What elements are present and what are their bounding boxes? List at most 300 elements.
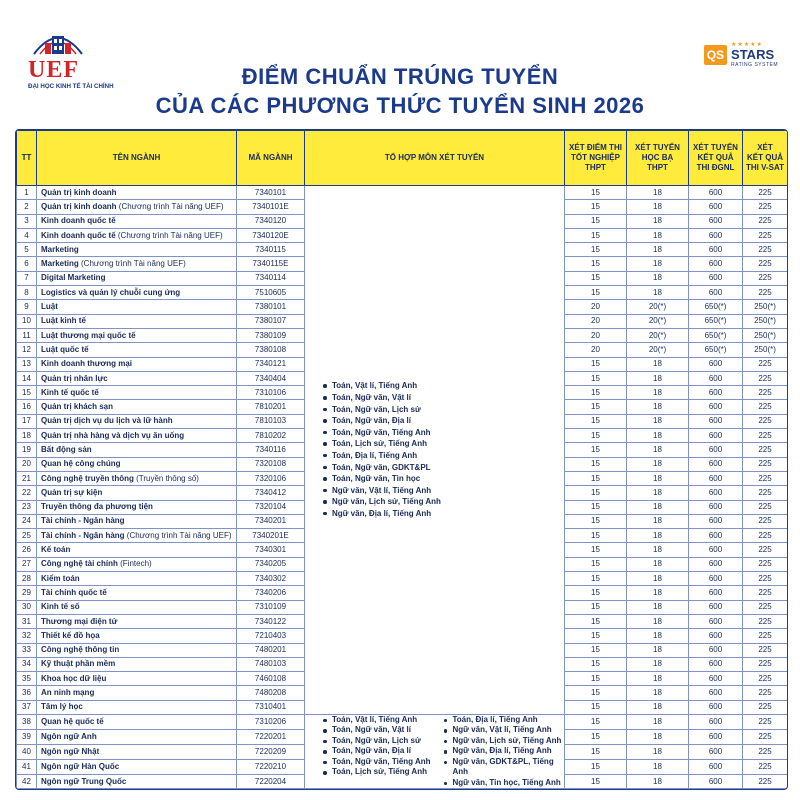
row-score-vsat: 225 [743,629,788,643]
row-score-vsat: 225 [743,414,788,428]
combo-item: Toán, Vật lí, Tiếng Anh [323,380,564,392]
row-name [37,243,237,257]
row-code: 7310401 [237,700,305,714]
major-name: Kinh tế quốc tế [41,387,99,397]
combo-list [323,380,564,519]
header-dgnl [689,131,743,186]
row-code: 7380108 [237,343,305,357]
row-score-dgnl: 600 [689,371,743,385]
row-code: 7480208 [237,686,305,700]
major-name: Marketing [41,259,79,269]
row-score-hocba: 18 [627,500,689,514]
header-vsat-line1: XÉT [757,143,773,152]
row-score-dgnl: 600 [689,729,743,744]
row-tt: 10 [17,314,37,328]
row-code: 7310109 [237,600,305,614]
row-score-thpt: 20 [565,314,627,328]
row-code: 7340101E [237,200,305,214]
row-score-vsat: 225 [743,386,788,400]
qs-stars-label: STARS [731,47,775,62]
row-score-vsat: 225 [743,744,788,759]
combo-item: Toán, Lịch sử, Tiếng Anh [323,767,444,778]
major-name: Tâm lý học [41,702,83,712]
row-name [37,643,237,657]
row-score-hocba: 18 [627,643,689,657]
row-tt: 6 [17,257,37,271]
row-name [37,629,237,643]
row-score-hocba: 18 [627,257,689,271]
row-score-thpt: 15 [565,586,627,600]
row-score-hocba: 18 [627,429,689,443]
row-tt: 39 [17,729,37,744]
row-score-dgnl: 600 [689,500,743,514]
row-score-vsat: 225 [743,500,788,514]
row-score-hocba: 18 [627,759,689,774]
combo-item: Toán, Ngữ văn, Lịch sử [323,736,444,747]
row-score-dgnl: 600 [689,714,743,729]
row-score-thpt: 15 [565,714,627,729]
row-score-vsat: 225 [743,471,788,485]
row-tt: 36 [17,686,37,700]
row-code: 7340114 [237,271,305,285]
qs-rating-label: RATING SYSTEM [731,62,778,68]
major-name: Luật [41,302,58,312]
row-score-hocba: 18 [627,471,689,485]
row-score-hocba: 18 [627,714,689,729]
row-tt: 22 [17,486,37,500]
header-name: TÊN NGÀNH [37,131,237,186]
row-score-hocba: 18 [627,271,689,285]
major-name: Tài chính - Ngân hàng [41,530,125,540]
row-score-thpt: 15 [565,629,627,643]
major-note: (Chương trình Tài năng UEF) [115,230,223,240]
table-row [17,714,788,729]
row-tt: 4 [17,228,37,242]
row-tt: 30 [17,600,37,614]
title-line-2: CỦA CÁC PHƯƠNG THỨC TUYỂN SINH 2026 [155,93,645,118]
row-code: 7210403 [237,629,305,643]
row-code: 7340201E [237,529,305,543]
combo-item: Ngữ văn, GDKT&PL, Tiếng Anh [444,757,565,778]
row-name [37,529,237,543]
combo-item: Ngữ văn, Vật lí, Tiếng Anh [323,485,564,497]
row-score-thpt: 15 [565,759,627,774]
row-score-thpt: 15 [565,614,627,628]
row-tt: 28 [17,572,37,586]
row-tt: 37 [17,700,37,714]
major-name: An ninh mạng [41,688,95,698]
major-name: Khoa học dữ liệu [41,673,107,683]
row-score-dgnl: 600 [689,186,743,200]
row-name [37,314,237,328]
major-name: Công nghệ truyền thông [41,473,134,483]
row-score-dgnl: 600 [689,200,743,214]
row-score-hocba: 20(*) [627,343,689,357]
row-score-dgnl: 650(*) [689,314,743,328]
row-score-thpt: 15 [565,414,627,428]
row-score-vsat: 225 [743,672,788,686]
combo-item: Ngữ văn, Địa lí, Tiếng Anh [444,746,565,757]
row-name [37,429,237,443]
row-code: 7340120 [237,214,305,228]
row-code: 7810202 [237,429,305,443]
combo-item: Ngữ văn, Vật lí, Tiếng Anh [444,725,565,736]
row-score-dgnl: 600 [689,629,743,643]
row-score-thpt: 15 [565,672,627,686]
row-name [37,500,237,514]
row-score-hocba: 18 [627,614,689,628]
combo-item: Toán, Địa lí, Tiếng Anh [444,715,565,726]
row-score-vsat: 225 [743,357,788,371]
major-name: Quản trị sự kiện [41,487,103,497]
row-code: 7340121 [237,357,305,371]
row-code: 7340201 [237,514,305,528]
row-name [37,614,237,628]
row-code: 7320106 [237,471,305,485]
row-score-vsat: 225 [743,774,788,789]
row-name [37,400,237,414]
row-tt: 34 [17,657,37,671]
row-name [37,386,237,400]
row-score-dgnl: 600 [689,759,743,774]
major-name: Quản trị khách sạn [41,402,114,412]
row-tt: 20 [17,457,37,471]
row-score-hocba: 18 [627,186,689,200]
combo-item: Toán, Ngữ văn, Địa lí [323,415,564,427]
major-name: Quản trị nhà hàng và dịch vụ ăn uống [41,430,185,440]
row-score-dgnl: 600 [689,514,743,528]
header-vsat-line3: THI V-SAT [745,163,785,172]
row-score-vsat: 225 [743,643,788,657]
row-score-hocba: 18 [627,686,689,700]
row-tt: 24 [17,514,37,528]
row-score-thpt: 15 [565,700,627,714]
row-tt: 1 [17,186,37,200]
row-score-dgnl: 600 [689,586,743,600]
row-tt: 23 [17,500,37,514]
row-score-dgnl: 600 [689,429,743,443]
row-score-dgnl: 600 [689,471,743,485]
row-name [37,700,237,714]
major-name: Kỹ thuật phần mềm [41,659,116,669]
header-dgnl-line2: KẾT QUẢ [697,153,734,162]
combo-item: Ngữ văn, Lịch sử, Tiếng Anh [444,736,565,747]
row-score-thpt: 15 [565,600,627,614]
row-tt: 2 [17,200,37,214]
row-tt: 31 [17,614,37,628]
row-score-hocba: 18 [627,729,689,744]
row-name [37,543,237,557]
row-code: 7320108 [237,457,305,471]
major-note: (Chương trình Tài năng UEF) [78,259,186,269]
major-name: Digital Marketing [41,273,106,283]
row-code: 7340206 [237,586,305,600]
row-score-thpt: 15 [565,643,627,657]
major-name: Kiểm toán [41,573,80,583]
row-score-vsat: 225 [743,514,788,528]
page-title [0,62,800,120]
row-tt: 8 [17,286,37,300]
row-name [37,600,237,614]
row-score-dgnl: 600 [689,243,743,257]
row-code: 7340302 [237,572,305,586]
row-tt: 40 [17,744,37,759]
row-tt: 5 [17,243,37,257]
row-score-dgnl: 600 [689,386,743,400]
row-score-hocba: 18 [627,774,689,789]
row-name [37,457,237,471]
combo-item: Toán, Lịch sử, Tiếng Anh [323,438,564,450]
row-score-thpt: 15 [565,243,627,257]
row-score-dgnl: 600 [689,657,743,671]
row-score-vsat: 225 [743,759,788,774]
row-score-dgnl: 600 [689,572,743,586]
row-name [37,414,237,428]
row-score-thpt: 15 [565,774,627,789]
header-thpt-line2: TỐT NGHIỆP [571,153,620,162]
row-score-thpt: 15 [565,557,627,571]
combo-list [444,715,565,789]
row-code: 7380109 [237,328,305,342]
stars-rating-icon: ★★★★★ [731,42,763,48]
logo-subtitle: ĐẠI HỌC KINH TẾ TÀI CHÍNH [28,83,114,90]
row-score-dgnl: 600 [689,700,743,714]
row-name [37,774,237,789]
row-code: 7340116 [237,443,305,457]
row-name [37,443,237,457]
row-name [37,328,237,342]
header-dgnl-line1: XÉT TUYỂN [693,143,738,152]
row-code: 7340301 [237,543,305,557]
row-score-vsat: 225 [743,700,788,714]
row-score-hocba: 18 [627,286,689,300]
row-score-dgnl: 600 [689,400,743,414]
row-score-thpt: 15 [565,214,627,228]
row-score-dgnl: 650(*) [689,328,743,342]
row-score-vsat: 250(*) [743,300,788,314]
row-score-hocba: 18 [627,700,689,714]
row-name [37,200,237,214]
major-name: Quản trị nhân lực [41,373,108,383]
row-score-hocba: 18 [627,657,689,671]
major-name: Ngôn ngữ Hàn Quốc [41,761,120,771]
row-score-vsat: 225 [743,543,788,557]
row-tt: 14 [17,371,37,385]
row-tt: 12 [17,343,37,357]
row-score-hocba: 18 [627,744,689,759]
major-name: Kế toán [41,545,71,555]
row-score-dgnl: 600 [689,271,743,285]
row-tt: 33 [17,643,37,657]
row-name [37,271,237,285]
major-name: Logistics và quản lý chuỗi cung ứng [41,287,181,297]
row-score-dgnl: 600 [689,357,743,371]
row-score-hocba: 18 [627,486,689,500]
row-score-thpt: 15 [565,371,627,385]
row-score-hocba: 20(*) [627,328,689,342]
row-score-vsat: 225 [743,686,788,700]
row-code: 7220201 [237,729,305,744]
row-score-thpt: 15 [565,543,627,557]
major-note: (Chương trình Tài năng UEF) [124,530,232,540]
row-name [37,186,237,200]
row-score-vsat: 225 [743,186,788,200]
row-score-thpt: 15 [565,572,627,586]
row-name [37,557,237,571]
header-hocba-line3: THPT [647,163,668,172]
header-hocba [627,131,689,186]
row-tt: 42 [17,774,37,789]
major-name: Kinh doanh quốc tế [41,230,116,240]
row-score-dgnl: 600 [689,557,743,571]
major-name: Truyền thông đa phương tiện [41,502,153,512]
major-note: (Truyền thông số) [133,473,199,483]
row-score-dgnl: 600 [689,774,743,789]
row-score-hocba: 18 [627,572,689,586]
row-score-thpt: 15 [565,500,627,514]
row-score-dgnl: 600 [689,614,743,628]
row-name [37,471,237,485]
major-note: (Fintech) [117,559,152,569]
major-name: Quản trị kinh doanh [41,201,117,211]
row-score-dgnl: 600 [689,443,743,457]
combo-item: Toán, Ngữ văn, Địa lí [323,746,444,757]
header-tt: TT [17,131,37,186]
row-tt: 41 [17,759,37,774]
row-score-vsat: 225 [743,400,788,414]
row-score-vsat: 225 [743,614,788,628]
row-name [37,214,237,228]
combo-item: Ngữ văn, Lịch sử, Tiếng Anh [323,496,564,508]
row-score-vsat: 225 [743,529,788,543]
row-code: 7340412 [237,486,305,500]
row-score-vsat: 225 [743,429,788,443]
row-tt: 11 [17,328,37,342]
row-score-dgnl: 600 [689,543,743,557]
row-score-dgnl: 650(*) [689,343,743,357]
row-name [37,744,237,759]
row-score-hocba: 20(*) [627,314,689,328]
row-name [37,286,237,300]
row-score-hocba: 18 [627,357,689,371]
row-score-thpt: 15 [565,400,627,414]
major-name: Quản trị dịch vụ du lịch và lữ hành [41,416,173,426]
row-code: 7320104 [237,500,305,514]
row-score-hocba: 18 [627,529,689,543]
row-score-thpt: 15 [565,744,627,759]
row-score-vsat: 250(*) [743,314,788,328]
combo-item: Ngữ văn, Địa lí, Tiếng Anh [323,508,564,520]
row-code: 7380101 [237,300,305,314]
major-name: Quan hệ quốc tế [41,716,104,726]
row-score-dgnl: 600 [689,457,743,471]
row-score-vsat: 250(*) [743,328,788,342]
row-name [37,714,237,729]
row-score-hocba: 18 [627,243,689,257]
row-code: 7380107 [237,314,305,328]
major-name: Công nghệ tài chính [41,559,118,569]
row-tt: 7 [17,271,37,285]
row-score-dgnl: 600 [689,744,743,759]
row-score-dgnl: 600 [689,257,743,271]
row-score-dgnl: 600 [689,529,743,543]
row-score-dgnl: 600 [689,286,743,300]
major-name: Luật thương mại quốc tế [41,330,136,340]
row-tt: 27 [17,557,37,571]
row-code: 7480103 [237,657,305,671]
row-score-vsat: 250(*) [743,343,788,357]
row-score-hocba: 20(*) [627,300,689,314]
combo-item: Toán, Địa lí, Tiếng Anh [323,450,564,462]
row-score-dgnl: 600 [689,228,743,242]
combo-item: Toán, Ngữ văn, Tin học [323,473,564,485]
row-name [37,357,237,371]
row-score-thpt: 15 [565,429,627,443]
major-name: Thiết kế đồ họa [41,630,100,640]
row-score-dgnl: 650(*) [689,300,743,314]
row-name [37,486,237,500]
row-score-vsat: 225 [743,371,788,385]
major-note: (Chương trình Tài năng UEF) [116,201,224,211]
major-name: Tài chính - Ngân hàng [41,516,125,526]
major-name: Ngôn ngữ Trung Quốc [41,776,127,786]
row-score-vsat: 225 [743,572,788,586]
row-score-hocba: 18 [627,629,689,643]
row-name [37,759,237,774]
row-score-thpt: 15 [565,457,627,471]
row-tt: 38 [17,714,37,729]
row-score-thpt: 15 [565,271,627,285]
row-score-vsat: 225 [743,729,788,744]
row-score-dgnl: 600 [689,672,743,686]
combo-item: Toán, Ngữ văn, Vật lí [323,392,564,404]
row-score-hocba: 18 [627,400,689,414]
row-code: 7340120E [237,228,305,242]
row-code: 7220210 [237,759,305,774]
row-score-vsat: 225 [743,243,788,257]
row-tt: 19 [17,443,37,457]
row-name [37,729,237,744]
major-name: Thương mại điện tử [41,616,118,626]
row-tt: 17 [17,414,37,428]
row-score-thpt: 15 [565,286,627,300]
row-score-vsat: 225 [743,714,788,729]
row-score-thpt: 15 [565,686,627,700]
row-score-vsat: 225 [743,443,788,457]
combo-item: Toán, Ngữ văn, Lịch sử [323,404,564,416]
row-name [37,572,237,586]
row-tt: 15 [17,386,37,400]
combo-cell-languages [305,714,565,789]
row-score-thpt: 15 [565,529,627,543]
major-name: Marketing [41,244,79,254]
row-code: 7340122 [237,614,305,628]
row-tt: 29 [17,586,37,600]
row-score-thpt: 15 [565,257,627,271]
header-hocba-line1: XÉT TUYỂN [635,143,680,152]
row-score-hocba: 18 [627,386,689,400]
row-score-vsat: 225 [743,457,788,471]
row-tt: 26 [17,543,37,557]
combo-item: Toán, Ngữ văn, Vật lí [323,725,444,736]
row-score-thpt: 15 [565,200,627,214]
row-score-thpt: 15 [565,514,627,528]
row-name [37,586,237,600]
row-score-hocba: 18 [627,371,689,385]
row-score-dgnl: 600 [689,686,743,700]
combo-item: Ngữ văn, Tin học, Tiếng Anh [444,778,565,789]
header-vsat-line2: KẾT QUẢ [747,153,783,162]
